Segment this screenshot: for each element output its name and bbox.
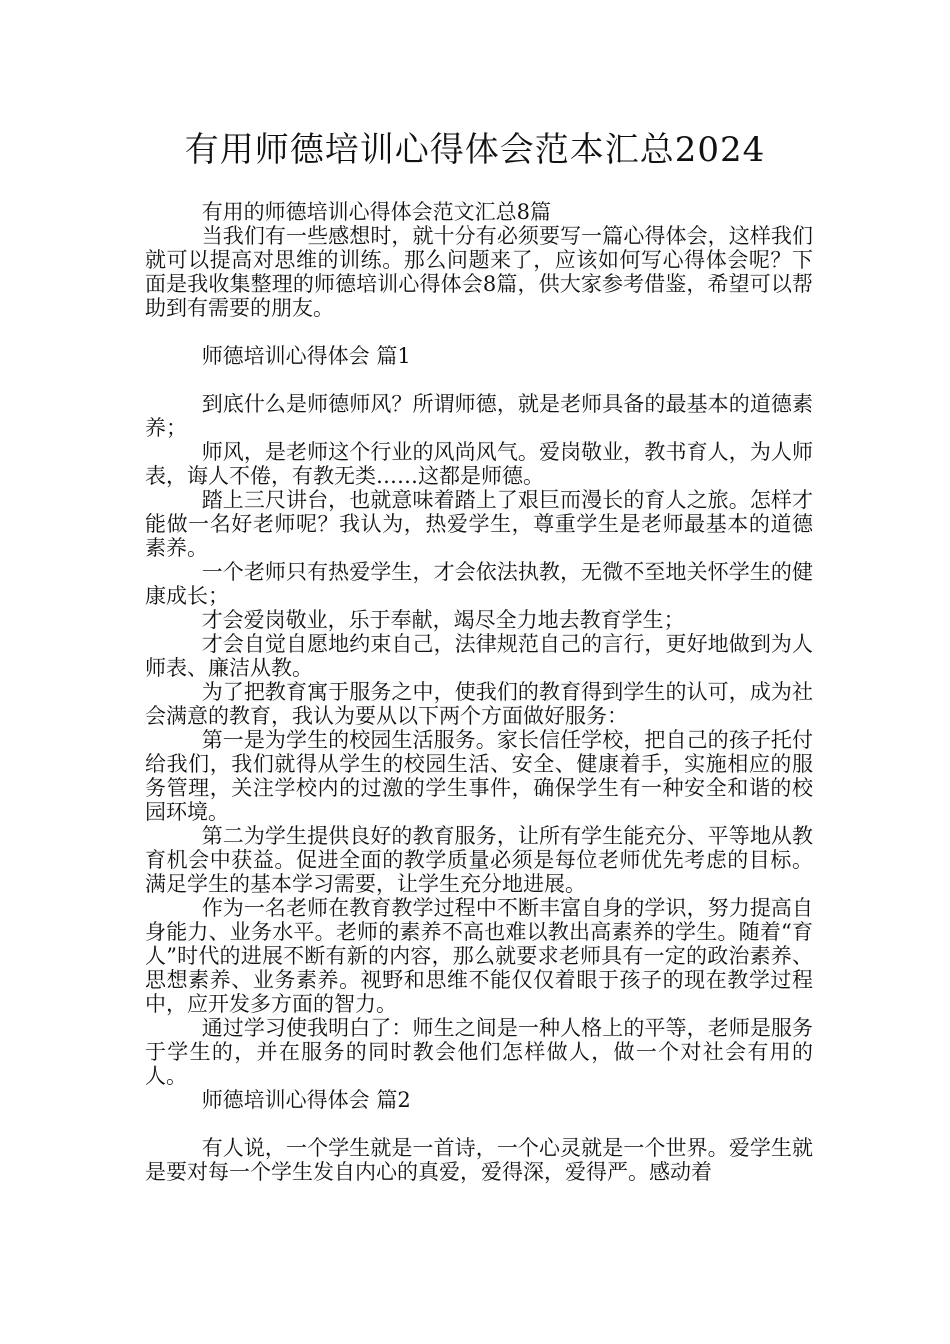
section-heading: 师德培训心得体会 篇2 [201, 1088, 411, 1112]
body-paragraph: 有人说，一个学生就是一首诗，一个心灵就是一个世界。爱学生就是要对每一个学生发自内心的真爱，爱得深，爱得严。感动着 [145, 1136, 813, 1184]
body-paragraph: 通过学习使我明白了：师生之间是一种人格上的平等，老师是服务于学生的，并在服务的同时教会他们怎样做人，做一个对社会有用的人。 [145, 1016, 813, 1088]
body-paragraph: 到底什么是师德师风？所谓师德，就是老师具备的最基本的道德素养； [145, 392, 813, 440]
document-body [145, 200, 813, 1184]
document-subtitle: 有用的师德培训心得体会范文汇总8篇 [201, 200, 552, 224]
document-title: 有用师德培训心得体会范本汇总2024 [184, 130, 766, 170]
body-paragraph: 一个老师只有热爱学生，才会依法执教，无微不至地关怀学生的健康成长； [145, 560, 813, 608]
body-paragraph: 第二为学生提供良好的教育服务，让所有学生能充分、平等地从教育机会中获益。促进全面的教学质量必须是每位老师优先考虑的目标。满足学生的基本学习需要，让学生充分地进展。 [145, 824, 813, 896]
body-paragraph: 踏上三尺讲台，也就意味着踏上了艰巨而漫长的育人之旅。怎样才能做一名好老师呢？我认为，热爱学生，尊重学生是老师最基本的道德素养。 [145, 488, 813, 560]
body-paragraph: 为了把教育寓于服务之中，使我们的教育得到学生的认可，成为社会满意的教育，我认为要从以下两个方面做好服务： [145, 680, 813, 728]
body-paragraph: 第一是为学生的校园生活服务。家长信任学校，把自己的孩子托付给我们，我们就得从学生的校园生活、安全、健康着手，实施相应的服务管理，关注学校内的过激的学生事件，确保学生有一种安全和谐的校园环境。 [145, 728, 813, 824]
section-heading: 师德培训心得体会 篇1 [201, 344, 411, 368]
intro-paragraph: 当我们有一些感想时，就十分有必须要写一篇心得体会，这样我们就可以提高对思维的训练。那么问题来了，应该如何写心得体会呢？下面是我收集整理的师德培训心得体会8篇，供大家参考借鉴，希望可以帮助到有需要的朋友。 [145, 224, 813, 320]
body-paragraph: 才会自觉自愿地约束自己，法律规范自己的言行，更好地做到为人师表、廉洁从教。 [145, 632, 813, 680]
body-paragraph: 作为一名老师在教育教学过程中不断丰富自身的学识，努力提高自身能力、业务水平。老师的素养不高也难以教出高素养的学生。随着“育人”时代的进展不断有新的内容，那么就要求老师具有一定的政治素养、思想素养、业务素养。视野和思维不能仅仅着眼于孩子的现在教学过程中，应开发多方面的智力。 [145, 896, 813, 1016]
body-paragraph: 师风，是老师这个行业的风尚风气。爱岗敬业，教书育人，为人师表，诲人不倦，有教无类……这都是师德。 [145, 440, 813, 488]
body-paragraph: 才会爱岗敬业，乐于奉献，竭尽全力地去教育学生； [201, 608, 685, 632]
